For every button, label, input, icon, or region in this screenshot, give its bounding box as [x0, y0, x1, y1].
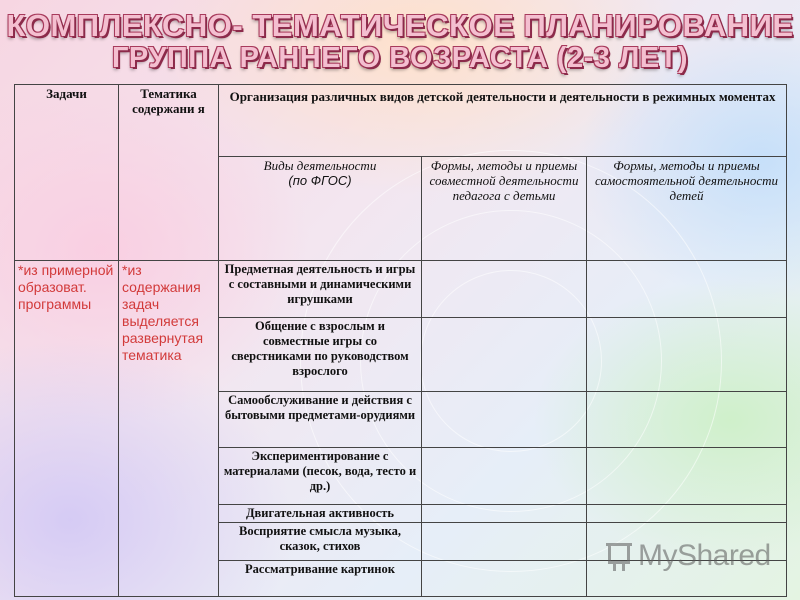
subheader-activity-types: [219, 157, 422, 261]
subheader-independent-activity: Формы, методы и приемы самостоятельной деятельности детей: [587, 157, 787, 261]
joint-cell: [422, 561, 587, 597]
joint-cell: [422, 448, 587, 505]
header-theme: Тематика содержани я: [119, 85, 219, 261]
independent-cell: [587, 318, 787, 392]
planning-table: [14, 84, 787, 597]
activity-cell: Самообслуживание и действия с бытовыми предметами-орудиями: [219, 392, 422, 448]
joint-cell: [422, 392, 587, 448]
activity-cell: Двигательная активность: [219, 505, 422, 523]
watermark-text: MyShared: [638, 539, 771, 572]
title-line-1: КОМПЛЕКСНО- ТЕМАТИЧЕСКОЕ ПЛАНИРОВАНИЕ: [6, 8, 794, 43]
independent-cell: [587, 448, 787, 505]
activity-cell: Восприятие смысла музыка, сказок, стихов: [219, 523, 422, 561]
joint-cell: [422, 505, 587, 523]
activity-types-title: Виды деятельности: [263, 158, 377, 173]
joint-cell: [422, 318, 587, 392]
theme-cell: *из содержания задач выделяется развернутая тематика: [119, 261, 219, 597]
header-tasks: Задачи: [15, 85, 119, 261]
header-row: [15, 85, 787, 157]
activity-cell: Экспериментирование с материалами (песок, вода, тесто и др.): [219, 448, 422, 505]
watermark-logo: [606, 538, 771, 574]
header-organization: Организация различных видов детской деятельности и деятельности в режимных моментах: [219, 85, 787, 157]
activity-cell: Предметная деятельность и игры с составными и динамическими игрушками: [219, 261, 422, 318]
independent-cell: [587, 505, 787, 523]
activity-types-note: (по ФГОС): [288, 173, 352, 188]
table-row: [15, 261, 787, 318]
independent-cell: [587, 261, 787, 318]
presentation-board-icon: [606, 541, 634, 571]
subheader-joint-activity: Формы, методы и приемы совместной деятельности педагога с детьми: [422, 157, 587, 261]
tasks-cell: *из примерной образоват. программы: [15, 261, 119, 597]
activity-cell: Общение с взрослым и совместные игры со сверстниками по руководством взрослого: [219, 318, 422, 392]
independent-cell: [587, 392, 787, 448]
joint-cell: [422, 523, 587, 561]
joint-cell: [422, 261, 587, 318]
activity-cell: Рассматривание картинок: [219, 561, 422, 597]
title-line-2: ГРУППА РАННЕГО ВОЗРАСТА (2-3 ЛЕТ): [111, 42, 689, 74]
